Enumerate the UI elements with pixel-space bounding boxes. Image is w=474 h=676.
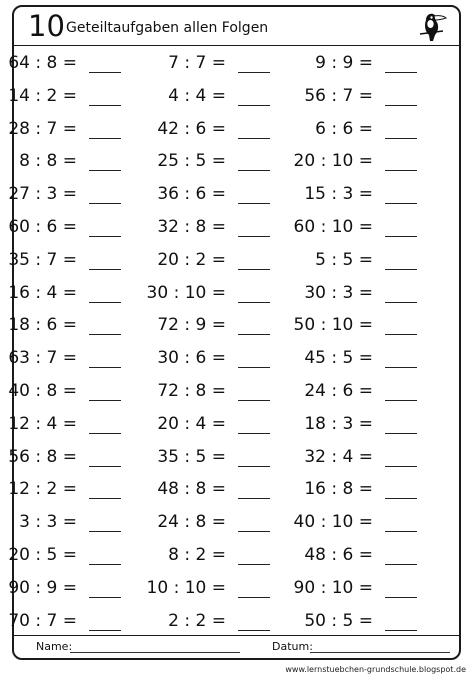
task-expression: 90 : 10 =: [293, 577, 373, 598]
task-expression: 35 : 7 =: [8, 249, 77, 270]
worksheet-title: Geteiltaufgaben allen Folgen: [66, 20, 269, 36]
division-task: [14, 244, 417, 277]
worksheet-number: 10: [28, 9, 65, 43]
task-row: [8, 473, 459, 506]
task-expression: 56 : 7 =: [304, 85, 373, 106]
task-row: [8, 244, 459, 277]
task-expression: 12 : 4 =: [8, 413, 77, 434]
task-expression: 64 : 8 =: [8, 53, 77, 73]
task-expression: 14 : 2 =: [8, 85, 77, 106]
answer-blank[interactable]: [385, 203, 417, 204]
answer-blank[interactable]: [385, 170, 417, 171]
answer-blank[interactable]: [385, 433, 417, 434]
task-expression: 45 : 5 =: [304, 348, 373, 369]
task-expression: 25 : 5 =: [157, 151, 226, 172]
task-expression: 70 : 7 =: [8, 610, 77, 631]
task-expression: 18 : 6 =: [8, 315, 77, 336]
division-task: [14, 211, 417, 244]
task-row: [8, 309, 459, 342]
task-row: [8, 375, 459, 408]
answer-blank[interactable]: [385, 269, 417, 270]
task-expression: 72 : 8 =: [157, 381, 226, 401]
division-task: [14, 506, 417, 539]
task-expression: 8 : 8 =: [19, 151, 77, 172]
answer-blank[interactable]: [385, 630, 417, 631]
task-expression: 36 : 6 =: [157, 184, 226, 205]
task-row: [8, 47, 459, 80]
task-expression: 72 : 9 =: [157, 315, 226, 336]
division-task: [14, 473, 417, 506]
task-expression: 35 : 5 =: [157, 446, 226, 467]
worksheet-header: [14, 7, 459, 46]
task-expression: 56 : 8 =: [8, 446, 77, 467]
answer-blank[interactable]: [385, 236, 417, 237]
division-task: [14, 113, 417, 146]
division-task: [14, 80, 417, 113]
worksheet: [8, 5, 461, 660]
task-expression: 63 : 7 =: [8, 348, 77, 369]
task-expression: 20 : 4 =: [157, 413, 226, 434]
date-line[interactable]: [310, 652, 450, 653]
task-expression: 60 : 6 =: [8, 217, 77, 237]
task-expression: 18 : 3 =: [304, 413, 373, 434]
task-expression: 60 : 10 =: [293, 217, 373, 237]
answer-blank[interactable]: [385, 597, 417, 598]
division-task: [14, 572, 417, 605]
division-task: [14, 441, 417, 474]
task-expression: 16 : 8 =: [304, 479, 373, 500]
task-expression: 27 : 3 =: [8, 184, 77, 205]
task-expression: 6 : 6 =: [315, 118, 373, 139]
answer-blank[interactable]: [385, 531, 417, 532]
task-expression: 30 : 3 =: [304, 282, 373, 303]
task-expression: 30 : 6 =: [157, 348, 226, 369]
task-expression: 40 : 10 =: [293, 512, 373, 533]
task-row: [8, 572, 459, 605]
task-row: [8, 539, 459, 572]
answer-blank[interactable]: [385, 466, 417, 467]
task-expression: 40 : 8 =: [8, 381, 77, 401]
answer-blank[interactable]: [385, 138, 417, 139]
task-expression: 90 : 9 =: [8, 577, 77, 598]
task-expression: 32 : 8 =: [157, 217, 226, 237]
task-expression: 10 : 10 =: [146, 577, 226, 598]
answer-blank[interactable]: [385, 367, 417, 368]
task-row: [8, 408, 459, 441]
task-row: [8, 178, 459, 211]
task-expression: 12 : 2 =: [8, 479, 77, 500]
task-expression: 28 : 7 =: [8, 118, 77, 139]
task-row: [14, 506, 459, 539]
task-expression: 48 : 6 =: [304, 545, 373, 565]
division-task: [14, 605, 417, 638]
task-expression: 32 : 4 =: [304, 446, 373, 467]
answer-blank[interactable]: [385, 302, 417, 303]
name-label: Name:: [36, 640, 73, 653]
answer-blank[interactable]: [385, 72, 417, 73]
toucan-bird-icon: [417, 10, 447, 42]
task-expression: 4 : 4 =: [168, 85, 226, 106]
task-expression: 30 : 10 =: [146, 282, 226, 303]
task-expression: 8 : 2 =: [168, 545, 226, 565]
task-expression: 48 : 8 =: [157, 479, 226, 500]
division-task: [14, 309, 417, 342]
task-row: [8, 441, 459, 474]
answer-blank[interactable]: [385, 105, 417, 106]
answer-blank[interactable]: [385, 564, 417, 565]
division-task: [14, 408, 417, 441]
division-task: [14, 145, 417, 178]
division-task: [14, 47, 417, 80]
task-row: [14, 145, 459, 178]
task-expression: 20 : 2 =: [157, 249, 226, 270]
worksheet-footer: [14, 635, 459, 658]
answer-blank[interactable]: [385, 498, 417, 499]
task-row: [8, 605, 459, 638]
task-expression: 5 : 5 =: [315, 249, 373, 270]
division-task: [14, 539, 417, 572]
task-expression: 15 : 3 =: [304, 184, 373, 205]
division-task: [14, 375, 417, 408]
task-row: [8, 80, 459, 113]
task-row: [8, 211, 459, 244]
name-line[interactable]: [70, 652, 240, 653]
task-expression: 20 : 5 =: [8, 545, 77, 565]
task-expression: 16 : 4 =: [8, 282, 77, 303]
task-expression: 7 : 7 =: [168, 53, 226, 73]
task-expression: 2 : 2 =: [168, 610, 226, 631]
division-task: [14, 342, 417, 375]
task-expression: 42 : 6 =: [157, 118, 226, 139]
task-row: [8, 113, 459, 146]
task-expression: 24 : 6 =: [304, 381, 373, 401]
task-expression: 24 : 8 =: [157, 512, 226, 533]
task-row: [8, 342, 459, 375]
task-expression: 9 : 9 =: [315, 53, 373, 73]
division-task: [14, 178, 417, 211]
answer-blank[interactable]: [385, 400, 417, 401]
task-row: [8, 277, 459, 310]
task-expression: 50 : 5 =: [304, 610, 373, 631]
task-expression: 3 : 3 =: [19, 512, 77, 533]
website-url: www.lernstuebchen-grundschule.blogspot.de: [285, 665, 466, 674]
task-expression: 50 : 10 =: [293, 315, 373, 336]
answer-blank[interactable]: [385, 334, 417, 335]
task-expression: 20 : 10 =: [293, 151, 373, 172]
date-label: Datum:: [272, 640, 313, 653]
division-task: [14, 277, 417, 310]
